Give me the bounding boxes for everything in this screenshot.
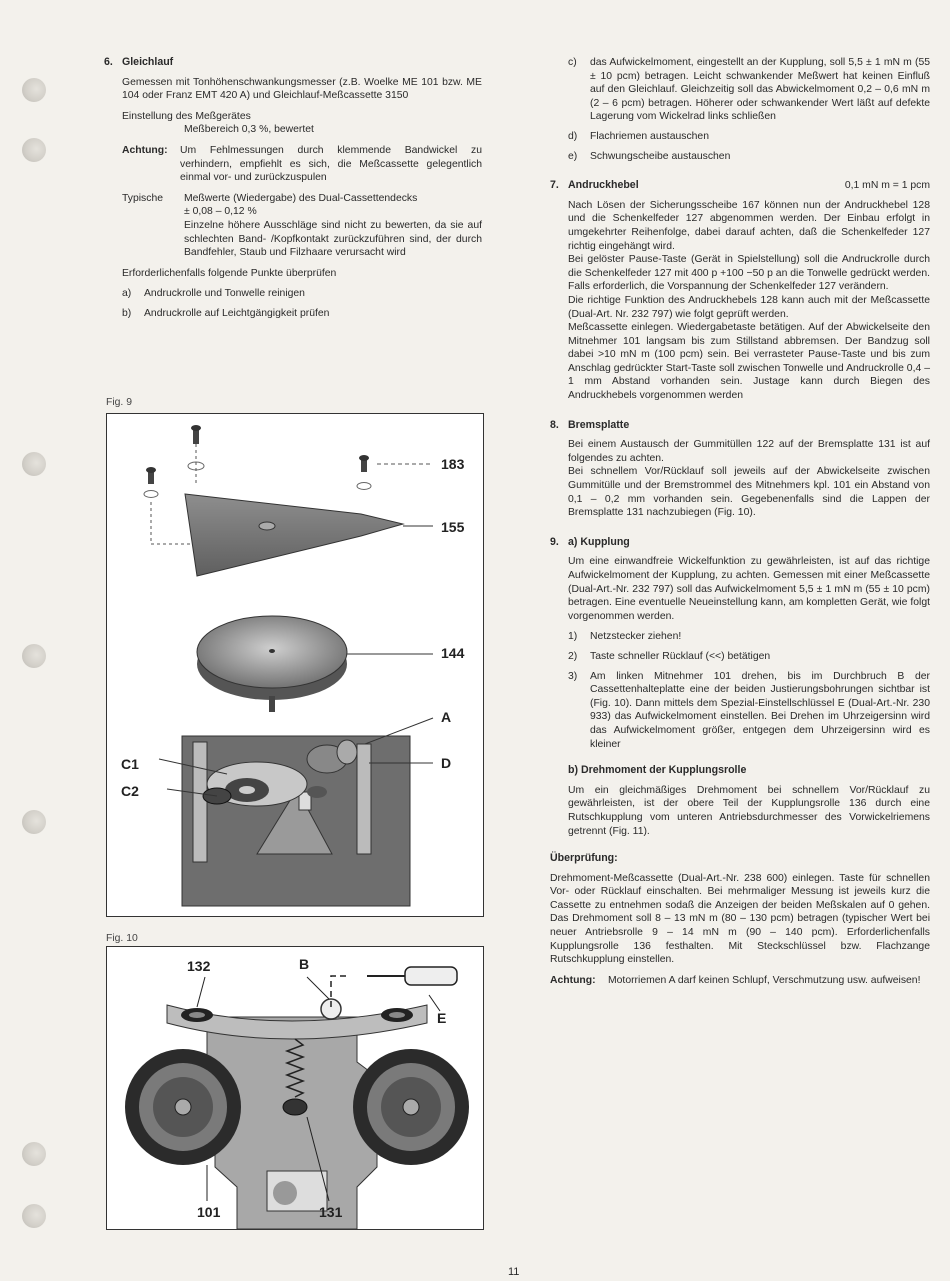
paragraph: Bei gelöster Pause-Taste (Gerät in Spielstellung) soll die Andruckrolle durch die Schenkelfeder 127 mit 400 p +100 −50 p an die Tonwelle gedrückt werden. Falls erforderlich, die Vorspannung der Schenkelfeder 127 verändern. bbox=[568, 254, 930, 293]
achtung-text: Motorriemen A darf keinen Schlupf, Verschmutzung usw. aufweisen! bbox=[608, 974, 921, 986]
fig9-drawing bbox=[106, 413, 484, 917]
adjustment-key-icon bbox=[331, 967, 457, 1007]
paragraph: Die richtige Funktion des Andruckhebels 128 kann auch mit der Meßcassette (Dual-Art. Nr. 232 797) wie folgt geprüft werden. bbox=[568, 294, 930, 320]
label-101: 101 bbox=[197, 1204, 221, 1220]
section-title: Bremsplatte bbox=[568, 418, 630, 431]
achtung-label: Achtung: bbox=[122, 144, 168, 156]
typical-value: ± 0,08 – 0,12 % bbox=[184, 206, 257, 218]
binder-hole bbox=[22, 452, 46, 476]
label-131: 131 bbox=[319, 1204, 343, 1220]
section-title: Andruckhebel bbox=[568, 179, 639, 192]
list-marker: 1) bbox=[568, 631, 578, 643]
list-marker: c) bbox=[568, 57, 577, 68]
binder-hole bbox=[22, 138, 46, 162]
section-8-heading bbox=[550, 419, 930, 433]
fig10-caption: Fig. 10 bbox=[106, 933, 138, 944]
screw-icon bbox=[188, 425, 204, 486]
section-number: 9. bbox=[550, 535, 559, 548]
label-A: A bbox=[441, 709, 452, 725]
label-183: 183 bbox=[441, 456, 465, 472]
paragraph: Erforderlichenfalls folgende Punkte überprüfen bbox=[122, 267, 337, 279]
list-marker: e) bbox=[568, 150, 578, 162]
list-marker: 2) bbox=[568, 650, 578, 662]
section-number: 6. bbox=[104, 56, 113, 68]
section-number: 7. bbox=[550, 179, 559, 192]
section-7 bbox=[550, 179, 930, 403]
list-item bbox=[568, 630, 930, 644]
paragraph: Nach Lösen der Sicherungsscheibe 167 können nun der Andruckhebel 128 und die Schenkelfeder 127 abgenommen werden. Der Einbau erfolgt in umgekehrter Reihenfolge, dabei darauf achten, daß die Schenkelfeder 127 richtig eingehängt wird. bbox=[568, 199, 930, 252]
binder-hole bbox=[22, 1142, 46, 1166]
reel-right bbox=[353, 1049, 469, 1165]
list-text: Taste schneller Rücklauf (<<) betätigen bbox=[590, 650, 771, 662]
screw-icon bbox=[357, 455, 433, 490]
achtung-note bbox=[550, 974, 930, 988]
achtung-note bbox=[104, 144, 482, 185]
list-item bbox=[568, 650, 930, 664]
paragraph: Meßcassette einlegen. Wiedergabetaste betätigen. Auf der Abwickelseite den Mitnehmer 101 langsam bis zum Stillstand abbremsen. Der Bandzug soll dabei >10 mN m (100 pcm) sein. Bei verrasteter Pause-Taste und bis zum Anschlag gedrückter Start-Taste soll zwischen Tonwelle und Andruckrolle 0,4 – 1 mm Abstand vorhanden sein. Justage kann durch Biegen des Andruckhebels vorgenommen werden bbox=[568, 322, 930, 402]
section-8 bbox=[550, 419, 930, 520]
section-title: Gleichlauf bbox=[122, 56, 174, 68]
section-9-heading bbox=[550, 536, 930, 550]
plate-155 bbox=[185, 494, 403, 576]
binder-hole bbox=[22, 1204, 46, 1228]
label-D: D bbox=[441, 755, 452, 771]
list-item bbox=[568, 130, 930, 144]
subsection-heading: b) Drehmoment der Kupplungsrolle bbox=[568, 764, 747, 777]
label-B: B bbox=[299, 956, 310, 972]
label-144: 144 bbox=[441, 645, 465, 661]
achtung-label: Achtung: bbox=[550, 974, 596, 986]
section-title: a) Kupplung bbox=[568, 535, 630, 548]
label-132: 132 bbox=[187, 958, 211, 974]
achtung-text: Um Fehlmessungen durch klemmende Bandwickel zu verhindern, empfiehlt es sich, die Meßcassette gelegentlich einmal vor- und zurückzuspulen bbox=[180, 144, 482, 184]
paragraph: Gemessen mit Tonhöhenschwankungsmesser (z.B. Woelke ME 101 bzw. ME 104 oder Franz EMT 420 A) und Gleichlauf-Meßcassette 3150 bbox=[122, 76, 482, 102]
paragraph: Bei schnellem Vor/Rücklauf soll jeweils auf der Abwickelseite zwischen Gummitülle und der Bremstrommel des Mitnehmers kpl. 101 ein Abstand von 0,1 – 0,2 mm vorhanden sein. Gegebenenfalls sind die Lappen der Bremsplatte 131 nachzubiegen (Fig. 10). bbox=[568, 466, 930, 519]
paragraph: Einzelne höhere Ausschläge sind nicht zu bewerten, da sie auf schlechten Band- /Kopfkontakt zurückzuführen sind, der durch Bandfehler, Staub und Filzhaare verursacht wird bbox=[184, 219, 482, 259]
typical-values bbox=[104, 192, 482, 206]
list-marker: d) bbox=[568, 130, 578, 142]
binder-hole bbox=[22, 644, 46, 668]
paragraph: Einstellung des Meßgerätes bbox=[122, 110, 251, 122]
list-text: Schwungscheibe austauschen bbox=[590, 150, 731, 162]
list-text: Andruckrolle und Tonwelle reinigen bbox=[144, 288, 305, 300]
section-6-heading bbox=[104, 56, 482, 70]
label-C2: C2 bbox=[121, 783, 139, 799]
binder-hole bbox=[22, 78, 46, 102]
check-heading: Überprüfung: bbox=[550, 852, 618, 865]
label-C1: C1 bbox=[121, 756, 139, 772]
label-155: 155 bbox=[441, 519, 465, 535]
paragraph: Um eine einwandfreie Wickelfunktion zu gewährleisten, ist auf das richtige Aufwickelmoment der Kupplung, zu achten. Gemessen mit einer Meßcassette (Dual-Art.-Nr. 232 797) soll das Aufwickelmoment 5,5 ± 1 mN m (55 ± 10 pcm) betragen. Eine eventuelle Neueinstellung kann, am kompletten Gerät, wie folgt vorgenommen werden. bbox=[568, 556, 930, 622]
fig9-caption: Fig. 9 bbox=[106, 397, 132, 408]
right-column bbox=[550, 56, 930, 987]
list-marker: 3) bbox=[568, 670, 578, 682]
paragraph: Drehmoment-Meßcassette (Dual-Art.-Nr. 238 600) einlegen. Taste für schnellen Vor- oder Rücklauf einschalten. Bei mehrmaliger Messung ist jeweils kurz die Cassette zu entnehmen sodaß die Anzeigen der beiden Meßskalen auf 0 gehen. Das Drehmoment soll 8 – 13 mN m (80 – 130 pcm) betragen (typischer Wert bei neuer Antriebsrolle 9 – 14 mN m (90 – 140 pcm). Erforderlichenfalls Kupplungsrolle 136 festhalten. Mit Steckschlüssel bzw. Flachzange Rutschkupplung einstellen. bbox=[550, 872, 930, 966]
typical-text: Meßwerte (Wiedergabe) des Dual-Cassettendecks bbox=[184, 192, 418, 204]
list-marker: b) bbox=[122, 307, 132, 319]
paragraph: Bei einem Austausch der Gummitüllen 122 auf der Bremsplatte 131 ist auf folgendes zu achten. bbox=[568, 439, 930, 464]
section-7-heading bbox=[550, 179, 639, 193]
typical-label: Typische bbox=[122, 192, 164, 204]
paragraph: Meßbereich 0,3 %, bewertet bbox=[184, 124, 314, 136]
label-E: E bbox=[437, 1010, 447, 1026]
reel-left bbox=[125, 1049, 241, 1165]
unit-note: 0,1 mN m = 1 pcm bbox=[844, 180, 930, 192]
binder-hole bbox=[22, 810, 46, 834]
list-item bbox=[568, 150, 930, 164]
page-number: 11 bbox=[508, 1266, 520, 1278]
list-item bbox=[122, 287, 482, 301]
list-marker: a) bbox=[122, 288, 132, 300]
list-text: Am linken Mitnehmer 101 drehen, bis im Durchbruch B der Cassettenhalteplatte eine der beiden Justierungsbohrungen sichtbar ist (Fig. 10). Dann mittels dem Spezial-Einstellschlüssel E (Dual-Art.-Nr. 230 933) das Aufwickelmoment einstellen. Bei Drehen im Uhrzeigersinn wird das Aufwickelmoment größer, entgegen dem Uhrzeigersinn wird es kleiner bbox=[590, 670, 930, 750]
paragraph: Um ein gleichmäßiges Drehmoment bei schnellem Vor/Rücklauf zu gewährleisten, ist der obere Teil der Kupplungsrolle 136 durch eine Rutschkupplung vom unteren Antriebsdurchmesser des Vorwickelriemens getrennt (Fig. 11). bbox=[568, 784, 930, 837]
list-item bbox=[568, 670, 930, 752]
left-column bbox=[104, 56, 482, 327]
list-text: das Aufwickelmoment, eingestellt an der Kupplung, soll 5,5 ± 1 mN m (55 ± 10 pcm) betragen. Leicht schwankender Meßwert hat keinen Einfluß auf den Gleichlauf. Gleichzeitig soll das Abwickelmoment 0,2 – 0,6 mN m (2 – 6 pcm) betragen. Höherer oder schwankender Wert läßt auf defekte Lagerung vom Wickelrad links schließen bbox=[590, 57, 930, 123]
list-item bbox=[122, 307, 482, 321]
list-text: Andruckrolle auf Leichtgängigkeit prüfen bbox=[144, 307, 330, 319]
list-item bbox=[568, 56, 930, 124]
list-text: Flachriemen austauschen bbox=[590, 130, 709, 142]
section-number: 8. bbox=[550, 418, 559, 431]
list-text: Netzstecker ziehen! bbox=[590, 631, 682, 643]
fig10-drawing bbox=[106, 946, 484, 1230]
section-9 bbox=[550, 536, 930, 988]
